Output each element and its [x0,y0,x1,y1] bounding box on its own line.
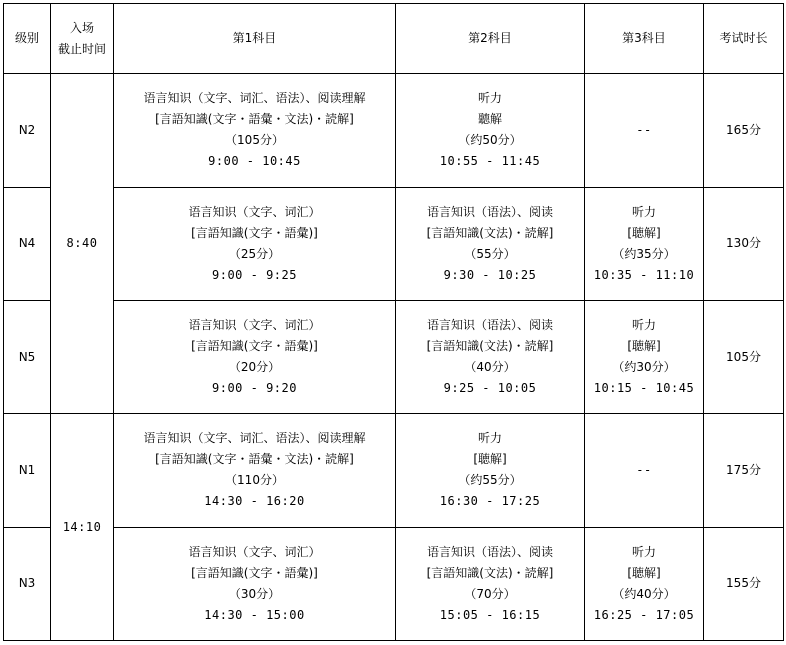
subject-name: 听力 [631,318,656,333]
subject-minutes: （约40分） [612,586,676,601]
subject2-cell [396,300,585,413]
subject-minutes: （55分） [464,246,516,261]
subject2-cell [396,527,585,640]
subject-empty: -- [636,462,652,477]
subject3-cell [585,414,704,527]
subject3-cell [585,527,704,640]
subject-time: 14:30 - 16:20 [204,494,305,509]
subject-name-jp: [言語知識(文字・語彙)] [191,339,318,354]
table-row [4,414,784,527]
header-subject1: 第1科目 [114,4,396,74]
level-cell: N1 [4,414,51,527]
entry-time-cell-morning: 8:40 [51,74,114,414]
subject-minutes: （25分） [228,246,281,261]
table-row [4,74,784,187]
level-cell: N2 [4,74,51,187]
subject-name: 听力 [631,204,656,219]
subject-name-jp: [聴解] [473,452,507,467]
subject1-cell [114,187,396,300]
subject-name: 语言知识（文字、词汇、语法）、阅读理解 [143,91,366,106]
subject2-cell [396,187,585,300]
subject-name-jp: [言語知識(文法)・読解] [426,339,554,354]
table-row [4,527,784,640]
header-subject2: 第2科目 [396,4,585,74]
subject-name-jp: [言語知識(文法)・読解] [426,225,554,240]
subject-time: 14:30 - 15:00 [204,607,305,622]
subject-time: 9:00 - 9:20 [212,381,297,396]
header-entry-line1: 入场 [69,20,94,35]
subject1-cell [114,527,396,640]
duration-cell: 165分 [704,74,784,187]
subject-name-jp: [言語知識(文字・語彙)] [191,225,318,240]
subject-time: 9:00 - 10:45 [208,154,301,169]
subject-name: 听力 [631,544,656,559]
exam-schedule-table [3,3,784,641]
subject-name: 语言知识（语法）、阅读 [426,318,553,333]
subject-name: 语言知识（文字、词汇） [188,318,321,333]
header-duration: 考试时长 [704,4,784,74]
header-entry-line2: 截止时间 [57,41,106,56]
subject-time: 10:55 - 11:45 [439,154,541,169]
subject-name: 语言知识（文字、词汇、语法）、阅读理解 [143,431,366,446]
subject-minutes: （30分） [228,586,281,601]
subject-name: 语言知识（语法）、阅读 [426,544,553,559]
header-entry-deadline [51,4,114,74]
duration-cell: 105分 [704,300,784,413]
subject-name: 语言知识（语法）、阅读 [426,204,553,219]
subject-name-jp: [言語知識(文法)・読解] [426,565,554,580]
subject-name-jp: [言語知識(文字・語彙・文法)・読解] [155,112,354,127]
level-cell: N4 [4,187,51,300]
subject-minutes: （约35分） [612,246,676,261]
level-cell: N3 [4,527,51,640]
duration-cell: 130分 [704,187,784,300]
subject-minutes: （约55分） [458,473,522,488]
subject-empty: -- [636,122,652,137]
table-row [4,300,784,413]
subject-minutes: （约50分） [458,133,522,148]
duration-cell: 155分 [704,527,784,640]
subject-name: 听力 [477,431,502,446]
subject-time: 10:35 - 11:10 [593,267,695,282]
duration-cell: 175分 [704,414,784,527]
table-row [4,187,784,300]
header-subject3: 第3科目 [585,4,704,74]
subject1-cell [114,414,396,527]
subject-minutes: （约30分） [612,360,676,375]
subject-name: 听力 [477,91,502,106]
subject2-cell [396,414,585,527]
subject-name-jp: [言語知識(文字・語彙・文法)・読解] [155,452,354,467]
subject-time: 15:05 - 16:15 [439,607,541,622]
subject-time: 10:15 - 10:45 [593,381,695,396]
subject3-cell [585,74,704,187]
subject-minutes: （110分） [225,473,284,488]
subject2-cell [396,74,585,187]
subject3-cell [585,187,704,300]
subject-minutes: （70分） [464,586,516,601]
header-level: 级别 [4,4,51,74]
header-row [4,4,784,74]
subject-name-jp: [言語知識(文字・語彙)] [191,565,318,580]
subject-time: 9:25 - 10:05 [443,381,537,396]
subject1-cell [114,300,396,413]
subject-name-jp: [聴解] [627,339,661,354]
subject-minutes: （105分） [225,133,284,148]
subject-name-jp: 聽解 [477,112,502,127]
subject-minutes: （20分） [228,360,281,375]
level-cell: N5 [4,300,51,413]
entry-time-cell-afternoon: 14:10 [51,414,114,641]
subject-time: 16:25 - 17:05 [593,607,695,622]
subject1-cell [114,74,396,187]
subject-time: 16:30 - 17:25 [439,494,541,509]
subject3-cell [585,300,704,413]
subject-time: 9:00 - 9:25 [212,267,297,282]
subject-minutes: （40分） [464,360,516,375]
subject-name: 语言知识（文字、词汇） [188,204,321,219]
subject-name: 语言知识（文字、词汇） [188,544,321,559]
subject-time: 9:30 - 10:25 [443,267,537,282]
subject-name-jp: [聴解] [627,225,661,240]
subject-name-jp: [聴解] [627,565,661,580]
